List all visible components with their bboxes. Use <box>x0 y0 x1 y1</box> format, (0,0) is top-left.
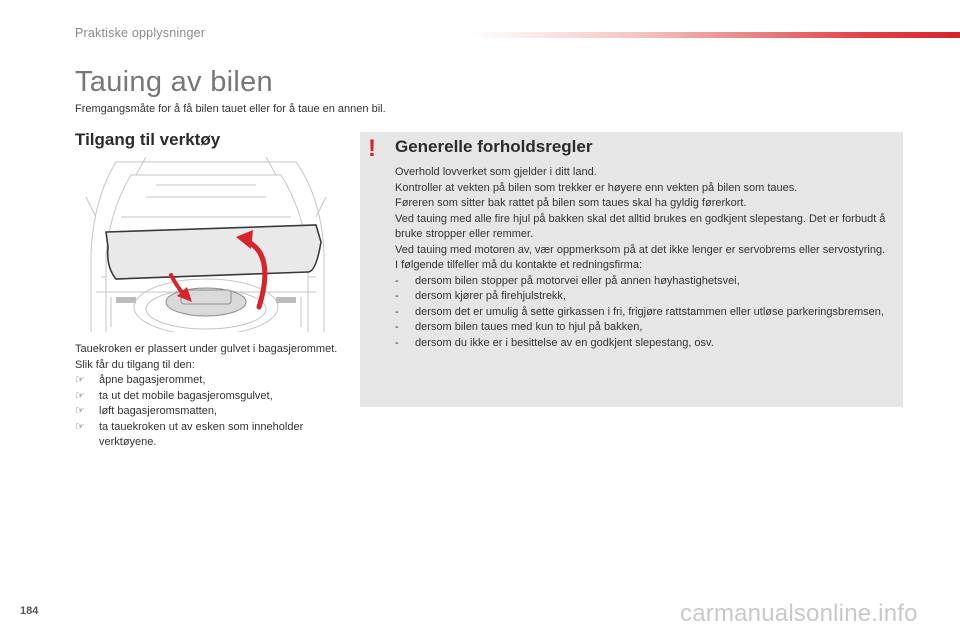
tools-instructions <box>75 342 345 451</box>
case-item: - dersom kjører på firehjulstrekk, <box>395 289 900 305</box>
precaution-paragraph: Kontroller at vekten på bilen som trekker er høyere enn vekten på bilen som taues. <box>395 181 798 194</box>
page-title: Tauing av bilen <box>75 66 273 98</box>
dash-marker: - <box>395 336 399 349</box>
dash-marker: - <box>395 321 399 333</box>
page-number: 184 <box>20 605 39 617</box>
step-item: ☞ åpne bagasjerommet, <box>75 373 345 389</box>
watermark: carmanualsonline.info <box>680 600 918 627</box>
dash-marker: - <box>395 274 399 287</box>
dash-marker: - <box>395 290 399 302</box>
warning-exclamation-icon: ! <box>368 135 376 162</box>
precaution-paragraph: Overhold lovverket som gjelder i ditt land. <box>395 166 597 178</box>
pointing-hand-icon: ☞ <box>75 374 85 386</box>
tools-intro: Tauekroken er plassert under gulvet i bagasjerommet. <box>75 343 338 355</box>
header-accent-rule <box>470 32 960 38</box>
page-subtitle: Fremgangsmåte for å få bilen tauet eller for å taue en annen bil. <box>75 103 386 115</box>
pointing-hand-icon: ☞ <box>75 389 85 402</box>
pointing-hand-icon: ☞ <box>75 405 85 417</box>
case-item: - dersom bilen stopper på motorvei eller på annen høyhastighetsvei, <box>395 274 900 290</box>
case-item: - dersom du ikke er i besittelse av en godkjent slepestang, osv. <box>395 336 900 352</box>
precautions-heading: Generelle forholdsregler <box>395 137 593 156</box>
case-item: - dersom det er umulig å sette girkassen i fri, frigjøre rattstammen eller utløse parkeringsbremsen, <box>395 305 900 321</box>
pointing-hand-icon: ☞ <box>75 420 85 433</box>
tools-intro-lead: Slik får du tilgang til den: <box>75 358 195 371</box>
section-header: Praktiske opplysninger <box>75 26 206 40</box>
step-item: ☞ ta tauekroken ut av esken som inneholder verktøyene. <box>75 420 304 448</box>
precaution-paragraph: Ved tauing med alle fire hjul på bakken skal det alltid brukes en godkjent slepestang. Det er forbudt å bruke stropper eller remmer. <box>395 212 886 240</box>
precautions-text <box>395 165 900 351</box>
case-item: - dersom bilen taues med kun to hjul på bakken, <box>395 320 900 336</box>
precaution-paragraph: Føreren som sitter bak rattet på bilen som taues skal ha gyldig førerkort. <box>395 197 747 209</box>
tools-heading: Tilgang til verktøy <box>75 130 221 149</box>
step-item: ☞ ta ut det mobile bagasjeromsgulvet, <box>75 389 345 405</box>
precaution-paragraph: I følgende tilfeller må du kontakte et redningsfirma: <box>395 259 643 271</box>
precaution-paragraph: Ved tauing med motoren av, vær oppmerksom på at det ikke lenger er servobrems eller servostyring. <box>395 243 886 256</box>
trunk-illustration <box>76 157 336 332</box>
step-item: ☞ løft bagasjeromsmatten, <box>75 404 345 420</box>
dash-marker: - <box>395 305 399 318</box>
